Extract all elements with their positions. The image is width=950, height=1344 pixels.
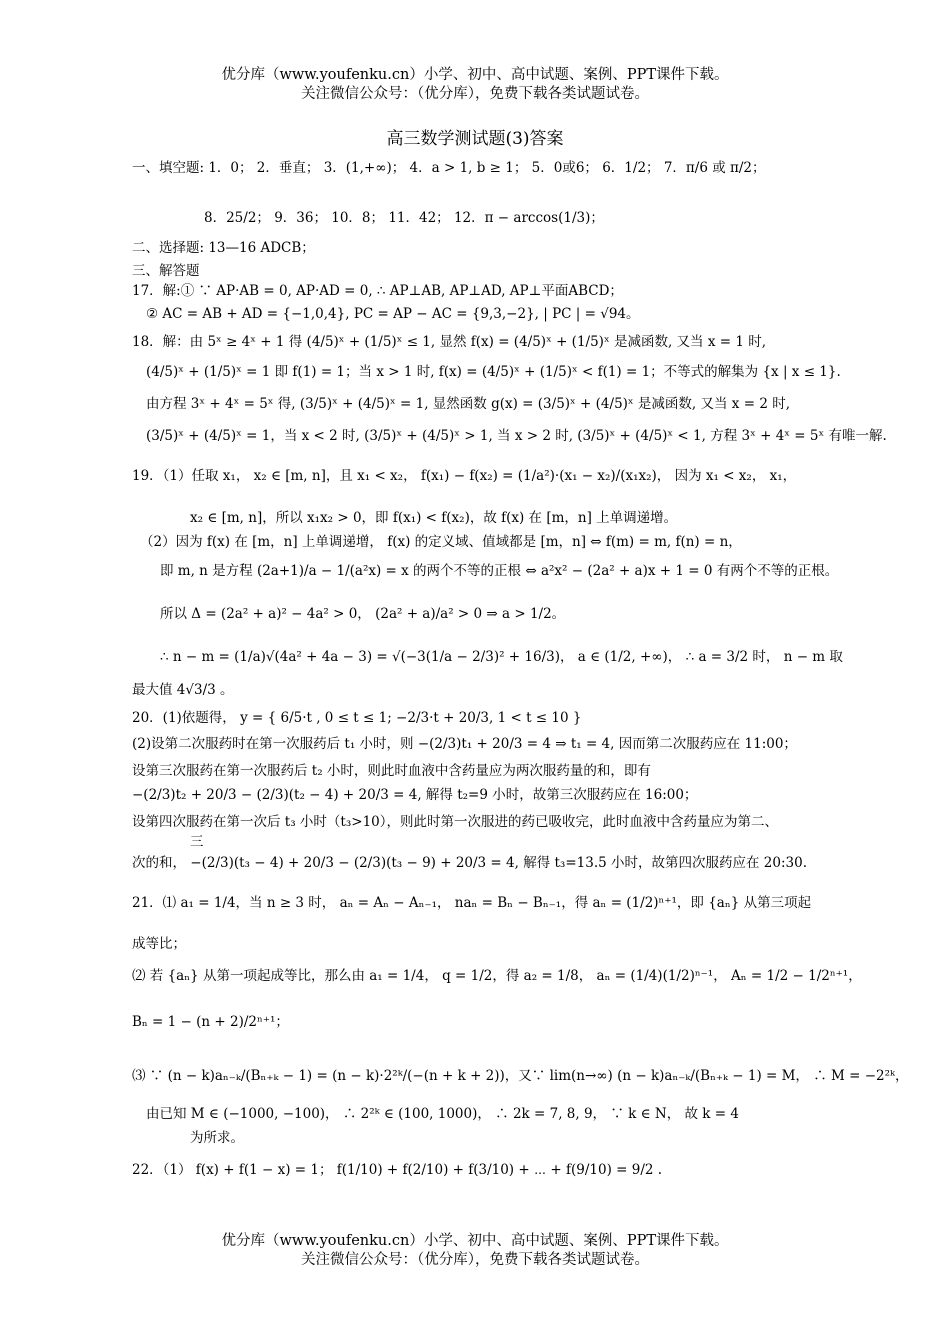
line-q19-g: 最大值 4√3/3 。 [132,682,234,698]
line-q20-f: 三 [190,834,204,850]
line-fill-blanks-1: 一、填空题: 1．0； 2．垂直； 3．(1,+∞)； 4．a > 1, b ≥ 1； 5．0或6； 6．1/2； 7．π/6 或 π/2； [132,160,766,176]
line-q18-c: 由方程 3ˣ + 4ˣ = 5ˣ 得, (3/5)ˣ + (4/5)ˣ = 1, 显然函数 g(x) = (3/5)ˣ + (4/5)ˣ 是减函数, 又当 x = 2 时, [146,396,790,412]
line-q17-b: ② AC = AB + AD = {−1,0,4}, PC = AP − AC = {9,3,−2}, | PC | = √94。 [146,306,640,322]
line-q20-g: 次的和， −(2/3)(t₃ − 4) + 20/3 − (2/3)(t₃ − 9) + 20/3 = 4, 解得 t₃=13.5 小时，故第四次服药应在 20:30. [132,855,807,871]
header-line-1: 优分库（www.youfenku.cn）小学、初中、高中试题、案例、PPT课件下载。 [221,67,729,83]
line-q17-a: 17．解:① ∵ AP·AB = 0, AP·AD = 0, ∴ AP⊥AB, AP⊥AD, AP⊥平面ABCD； [132,283,623,299]
line-q20-a: 20．(1)依题得， y = { 6/5·t , 0 ≤ t ≤ 1; −2/3·t + 20/3, 1 < t ≤ 10 } [132,710,582,726]
line-q21-d: Bₙ = 1 − (n + 2)/2ⁿ⁺¹； [132,1014,289,1030]
line-section-answers: 三、解答题 [132,263,200,279]
line-multiple-choice: 二、选择题: 13—16 ADCB； [132,240,315,256]
footer-line-1: 优分库（www.youfenku.cn）小学、初中、高中试题、案例、PPT课件下载。 [221,1233,729,1249]
line-q20-c: 设第三次服药在第一次服药后 t₂ 小时，则此时血液中含药量应为两次服药量的和，即有 [132,763,651,779]
line-q21-g: 为所求。 [190,1130,244,1146]
footer-line-2: 关注微信公众号：（优分库），免费下载各类试题试卷。 [301,1252,649,1268]
line-q21-c: ⑵ 若 {aₙ} 从第一项起成等比，那么由 a₁ = 1/4， q = 1/2，得 a₂ = 1/8， aₙ = (1/4)(1/2)ⁿ⁻¹， Aₙ = 1/2 − 1/2ⁿ⁺¹， [132,968,862,984]
line-q19-e: 所以 Δ = (2a² + a)² − 4a² > 0， (2a² + a)/a² > 0 ⇒ a > 1/2。 [160,606,566,622]
line-q22: 22．（1） f(x) + f(1 − x) = 1； f(1/10) + f(2/10) + f(3/10) + ⋯ + f(9/10) = 9/2 . [132,1162,663,1178]
line-q18-b: (4/5)ˣ + (1/5)ˣ = 1 即 f(1) = 1；当 x > 1 时, f(x) = (4/5)ˣ + (1/5)ˣ < f(1) = 1；不等式的解集为 {x | x ≤ 1}. [146,364,841,380]
line-q19-b: x₂ ∈ [m, n]，所以 x₁x₂ > 0，即 f(x₁) < f(x₂)，故 f(x) 在 [m，n] 上单调递增。 [190,510,678,526]
line-q20-b: (2)设第二次服药时在第一次服药后 t₁ 小时，则 −(2/3)t₁ + 20/3 = 4 ⇒ t₁ = 4, 因而第二次服药应在 11:00； [132,736,797,752]
line-q18-a: 18．解：由 5ˣ ≥ 4ˣ + 1 得 (4/5)ˣ + (1/5)ˣ ≤ 1, 显然 f(x) = (4/5)ˣ + (1/5)ˣ 是减函数, 又当 x = 1 时, [132,334,767,350]
page-title: 高三数学测试题(3)答案 [386,129,564,149]
line-q19-f: ∴ n − m = (1/a)√(4a² + 4a − 3) = √(−3(1/a − 2/3)² + 16/3)， a ∈ (1/2, +∞)， ∴ a = 3/2 时， n − m 取 [160,649,843,665]
line-q20-d: −(2/3)t₂ + 20/3 − (2/3)(t₂ − 4) + 20/3 = 4, 解得 t₂=9 小时，故第三次服药应在 16:00； [132,787,698,803]
line-q18-d: (3/5)ˣ + (4/5)ˣ = 1，当 x < 2 时, (3/5)ˣ + (4/5)ˣ > 1, 当 x > 2 时, (3/5)ˣ + (4/5)ˣ < 1, 方程 3ˣ + 4ˣ = 5ˣ 有唯一解. [146,428,887,444]
line-q20-e: 设第四次服药在第一次后 t₃ 小时（t₃>10），则此时第一次服进的药已吸收完，此时血液中含药量应为第二、 [132,814,778,830]
line-q21-f: 由已知 M ∈ (−1000, −100)， ∴ 2²ᵏ ∈ (100, 1000)， ∴ 2k = 7, 8, 9， ∵ k ∈ N， 故 k = 4 [146,1106,739,1122]
line-q19-d: 即 m, n 是方程 (2a+1)/a − 1/(a²x) = x 的两个不等的正根 ⇔ a²x² − (2a² + a)x + 1 = 0 有两个不等的正根。 [160,563,839,579]
line-q21-b: 成等比； [132,936,186,952]
line-q21-a: 21．⑴ a₁ = 1/4，当 n ≥ 3 时， aₙ = Aₙ − Aₙ₋₁， naₙ = Bₙ − Bₙ₋₁，得 aₙ = (1/2)ⁿ⁺¹，即 {aₙ} 从第三项起 [132,895,812,911]
header-line-2: 关注微信公众号：（优分库），免费下载各类试题试卷。 [301,86,649,102]
line-q21-e: ⑶ ∵ (n − k)aₙ₋ₖ/(Bₙ₊ₖ − 1) = (n − k)·2²ᵏ/(−(n + k + 2))，又∵ lim(n→∞) (n − k)aₙ₋ₖ/(Bₙ₊ₖ − 1) = M， ∴ M = −2²ᵏ， [132,1068,909,1084]
line-fill-blanks-2: 8．25/2； 9．36； 10．8； 11．42； 12．π − arccos(1/3)； [204,210,604,226]
line-q19-a: 19．（1）任取 x₁， x₂ ∈ [m, n]，且 x₁ < x₂， f(x₁) − f(x₂) = (1/a²)·(x₁ − x₂)/(x₁x₂)， 因为 x₁ < x₂， x₁， [132,468,797,484]
line-q19-c: （2）因为 f(x) 在 [m，n] 上单调递增， f(x) 的定义域、值域都是 [m，n] ⇔ f(m) = m, f(n) = n， [140,534,742,550]
